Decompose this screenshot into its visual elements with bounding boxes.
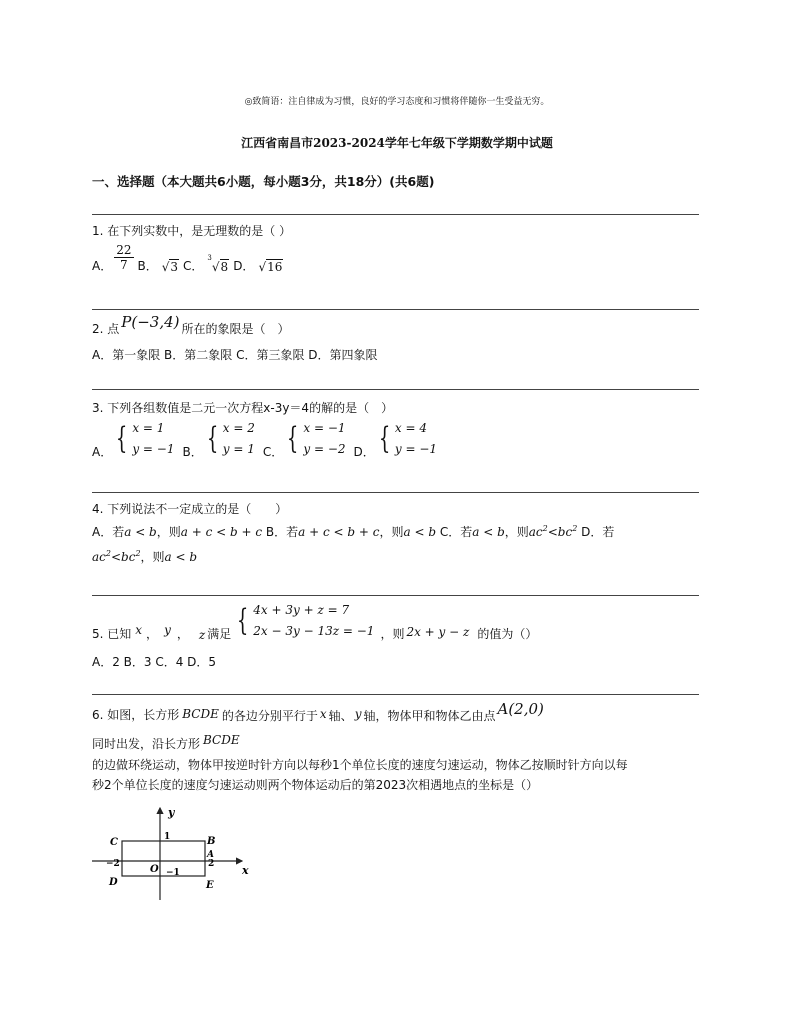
radicand: 3 xyxy=(170,260,179,274)
point-e-label: E xyxy=(206,880,214,891)
q6-stem-mid: 的各边分别平行于 xyxy=(221,709,318,723)
q2-stem xyxy=(92,313,290,337)
q4-math xyxy=(529,525,578,539)
q1-option-d: D． xyxy=(233,259,255,273)
point-c-label: C xyxy=(110,837,118,848)
point-a-label: A xyxy=(207,850,214,860)
q4-math: a < b xyxy=(472,525,505,539)
math-part: <bc xyxy=(547,525,573,539)
rectangle-bcde xyxy=(122,841,205,876)
divider xyxy=(92,309,699,310)
q3-option-c: C． xyxy=(262,445,284,459)
q4-math: a + c < b + c xyxy=(298,525,380,539)
q6-rect-name: BCDE xyxy=(182,707,219,721)
sys-line: x = 4 xyxy=(394,421,427,435)
q2-point: P(−3,4) xyxy=(121,313,180,331)
section-heading: 一、选择题（本大题共6小题，每小题3分，共18分）(共6题) xyxy=(92,174,435,189)
point-b-label: B xyxy=(207,836,216,847)
q4-option-d: D．若 xyxy=(577,525,615,539)
q1-option-a: A． xyxy=(92,259,113,273)
q1-sqrt-3: √3 xyxy=(161,260,179,274)
q5-tail: 的值为（） xyxy=(477,627,538,641)
q4-then: ，则 xyxy=(504,525,529,539)
q5-sep: ， xyxy=(146,627,159,641)
page-title: 江西省南昌市2023-2024学年七年级下学期数学期中试题 xyxy=(241,136,553,150)
q5-var: x xyxy=(135,623,143,637)
q6-stem xyxy=(92,700,544,724)
q6-point: A(2,0) xyxy=(497,700,544,718)
q6-line3: 的边做环绕运动，物体甲按逆时针方向以每秒1个单位长度的速度匀速运动，物体乙按顺时针方向以每 xyxy=(92,758,628,772)
q5-then: ，则 xyxy=(380,627,405,641)
q5-satisfy: 满足 xyxy=(207,627,232,641)
sys-line: y = 1 xyxy=(222,442,255,456)
sys-line: y = −1 xyxy=(394,442,438,456)
q4-then: ，则 xyxy=(156,525,181,539)
math-exp: 2 xyxy=(105,549,111,558)
q3-system-a: { x = 1 y = −1 xyxy=(112,418,174,460)
sys-line: x = 1 xyxy=(132,421,165,435)
q6-stem-pre: 6. 如图，长方形 xyxy=(92,708,180,722)
q3-stem: 3. 下列各组数值是二元一次方程x-3y＝4的解的是（ ） xyxy=(92,401,394,415)
q4-then: ，则 xyxy=(379,525,404,539)
radicand: 8 xyxy=(220,260,229,274)
q3-option-a: A． xyxy=(92,445,113,459)
x-axis-label: x xyxy=(242,864,249,877)
q3-system-c: { x = −1 y = −2 xyxy=(283,418,345,460)
q6-var: y xyxy=(354,707,362,721)
sys-line: y = −2 xyxy=(303,442,346,456)
q2-stem-pre: 2. 点 xyxy=(92,321,120,336)
q5-options: A．2 B．3 C．4 D．5 xyxy=(92,655,217,669)
y-axis-label: y xyxy=(168,806,175,819)
q3-option-b: B． xyxy=(182,445,203,459)
q5-var: y xyxy=(164,623,171,637)
divider xyxy=(92,595,699,596)
math-part: ac xyxy=(92,550,106,564)
q3-options xyxy=(92,418,437,460)
tick-label: −1 xyxy=(166,868,180,878)
q6-line2-text: 同时出发，沿长方形 xyxy=(92,737,201,751)
tick-label: −2 xyxy=(106,859,120,869)
sys-line: 4x + 3y + z = 7 xyxy=(253,603,350,617)
divider xyxy=(92,694,699,695)
q4-option-a: A．若 xyxy=(92,525,125,539)
q4-options-line2 xyxy=(92,548,197,565)
root-index: 3 xyxy=(207,254,212,262)
q4-math: a < b xyxy=(164,550,198,564)
q1-options xyxy=(92,243,287,274)
q6-rect-name: BCDE xyxy=(203,733,240,747)
q1-sqrt-16: √16 xyxy=(258,260,283,274)
math-part: ac xyxy=(528,525,543,539)
math-exp: 2 xyxy=(572,524,578,533)
fraction-denominator: 7 xyxy=(120,258,128,272)
q6-stem-mid: 轴，物体甲和物体乙由点 xyxy=(363,709,496,723)
origin-label: O xyxy=(150,864,159,875)
sys-line: y = −1 xyxy=(132,442,175,456)
q4-math: a < b xyxy=(403,525,437,539)
q3-system-d: { x = 4 y = −1 xyxy=(375,418,437,460)
tick-label: 2 xyxy=(208,859,215,869)
q6-stem-mid: 轴、 xyxy=(328,709,353,723)
q1-cbrt-8: $^3$√8 xyxy=(207,254,229,274)
q5-var: z xyxy=(198,628,206,642)
point-d-label: D xyxy=(109,877,118,888)
q5-stem xyxy=(92,600,537,642)
q1-option-b: B． xyxy=(137,259,158,273)
sys-line: 2x − 3y − 13z = −1 xyxy=(253,624,375,638)
coordinate-figure xyxy=(92,800,257,900)
q3-option-d: D． xyxy=(353,445,375,459)
tick-label: 1 xyxy=(164,832,171,842)
q6-var: x xyxy=(319,707,327,721)
q4-then: ，则 xyxy=(140,550,165,564)
q1-fraction xyxy=(114,243,133,272)
math-exp: 2 xyxy=(542,524,548,533)
q4-options-line1 xyxy=(92,523,614,540)
math-part: <bc xyxy=(110,550,136,564)
q1-option-c: C． xyxy=(183,259,204,273)
q5-stem-pre: 5. 已知 xyxy=(92,627,132,641)
q4-math: a + c < b + c xyxy=(180,525,263,539)
divider xyxy=(92,214,699,215)
fraction-numerator: 22 xyxy=(116,243,132,257)
radicand: 16 xyxy=(267,260,283,274)
q1-stem: 1. 在下列实数中，是无理数的是（ ） xyxy=(92,224,292,238)
q4-stem: 4. 下列说法不一定成立的是（ ） xyxy=(92,502,288,516)
divider xyxy=(92,492,699,493)
q4-option-c: C．若 xyxy=(436,525,473,539)
sys-line: x = 2 xyxy=(222,421,255,435)
q4-option-b: B．若 xyxy=(262,525,299,539)
motto: ◎致简语：注自律成为习惯，良好的学习态度和习惯将伴随你一生受益无穷。 xyxy=(244,97,550,107)
sys-line: x = −1 xyxy=(303,421,346,435)
q6-line2 xyxy=(92,735,240,752)
q5-sep: ， xyxy=(176,627,189,641)
q2-stem-post: 所在的象限是（ ） xyxy=(181,321,290,336)
q3-system-b: { x = 2 y = 1 xyxy=(203,418,255,460)
divider xyxy=(92,389,699,390)
q6-line4: 秒2个单位长度的速度匀速运动则两个物体运动后的第2023次相遇地点的坐标是（） xyxy=(92,778,539,792)
q4-math: a < b xyxy=(124,525,157,539)
q4-math xyxy=(92,550,141,564)
math-exp: 2 xyxy=(135,549,141,558)
q5-system: { 4x + 3y + z = 7 2x − 3y − 13z = −1 xyxy=(233,600,374,642)
q2-options: A．第一象限 B．第二象限 C．第三象限 D．第四象限 xyxy=(92,348,378,362)
q5-expr: 2x + y − z xyxy=(406,625,470,639)
